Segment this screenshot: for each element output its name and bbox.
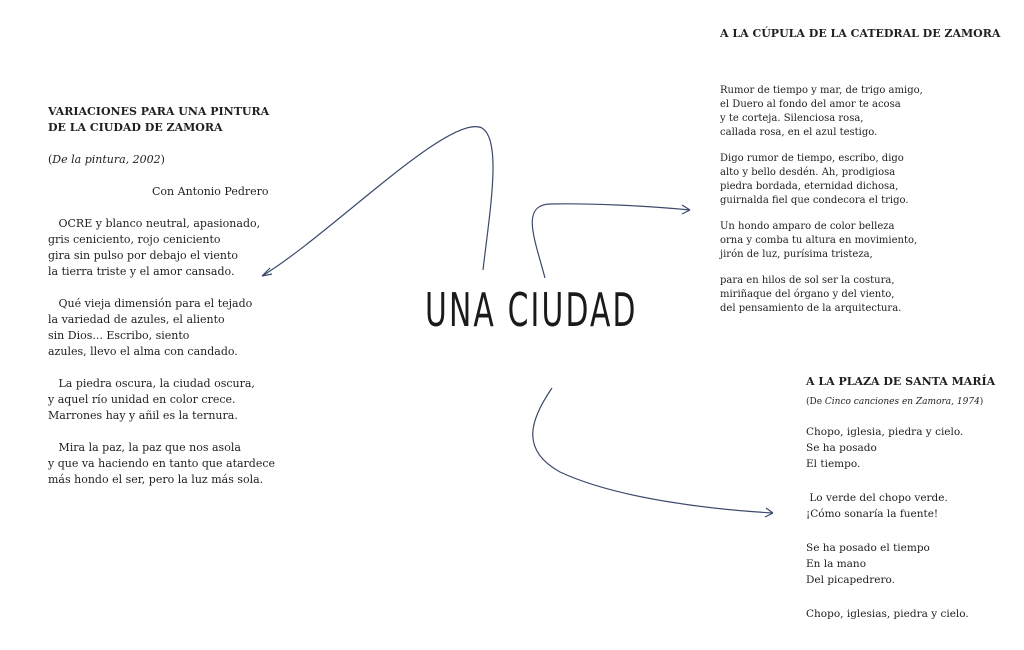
left-poem-source: (De la pintura, 2002) <box>48 153 165 166</box>
left-poem-title-line1: VARIACIONES PARA UNA PINTURA <box>48 105 270 118</box>
top-right-poem <box>720 26 1010 316</box>
left-poem-stanza-2: Qué vieja dimensión para el tejado la variedad de azules, el aliento sin Dios... Escribo, siento azules, llevo el alma con candado. <box>48 297 253 358</box>
bottom-right-poem-stanza-2: Lo verde del chopo verde. ¡Cómo sonaría la fuente! <box>806 492 948 520</box>
bottom-right-poem-title: A LA PLAZA DE SANTA MARÍA <box>806 375 996 388</box>
top-right-poem-title: A LA CÚPULA DE LA CATEDRAL DE ZAMORA <box>720 27 1001 40</box>
left-poem-dedication: Con Antonio Pedrero <box>152 185 269 198</box>
top-right-poem-stanza-2: Digo rumor de tiempo, escribo, digo alto y bello desdén. Ah, prodigiosa piedra bordada, eternidad dichosa, guirnalda fiel que condecora el trigo. <box>720 153 909 206</box>
central-title: UNA CIUDAD <box>425 283 638 337</box>
bottom-right-poem-source: (De Cinco canciones en Zamora, 1974) <box>806 397 984 407</box>
bottom-right-poem-stanza-1: Chopo, iglesia, piedra y cielo. Se ha posado El tiempo. <box>806 426 964 470</box>
left-poem <box>48 104 308 488</box>
top-right-poem-stanza-3: Un hondo amparo de color belleza orna y comba tu altura en movimiento, jirón de luz, purísima tristeza, <box>720 221 918 260</box>
connector-bottom-right <box>533 388 773 513</box>
connector-top-right <box>532 204 690 278</box>
left-poem-stanza-3: La piedra oscura, la ciudad oscura, y aquel río unidad en color crece. Marrones hay y añil es la ternura. <box>48 377 255 422</box>
left-poem-title-line2: DE LA CIUDAD DE ZAMORA <box>48 121 223 134</box>
top-right-poem-stanza-4: para en hilos de sol ser la costura, miriñaque del órgano y del viento, del pensamiento de la arquitectura. <box>720 275 902 314</box>
top-right-poem-stanza-1: Rumor de tiempo y mar, de trigo amigo, el Duero al fondo del amor te acosa y te corteja. Silenciosa rosa, callada rosa, en el azul testigo. <box>720 85 923 138</box>
bottom-right-poem <box>806 374 1016 622</box>
left-poem-stanza-1: OCRE y blanco neutral, apasionado, gris ceniciento, rojo ceniciento gira sin pulso por debajo el viento la tierra triste y el amor cansado. <box>48 217 261 278</box>
left-poem-stanza-4: Mira la paz, la paz que nos asola y que va haciendo en tanto que atardece más hondo el ser, pero la luz más sola. <box>48 441 276 486</box>
bottom-right-poem-stanza-4: Chopo, iglesias, piedra y cielo. <box>806 608 969 620</box>
bottom-right-poem-stanza-3: Se ha posado el tiempo En la mano Del picapedrero. <box>806 542 930 586</box>
